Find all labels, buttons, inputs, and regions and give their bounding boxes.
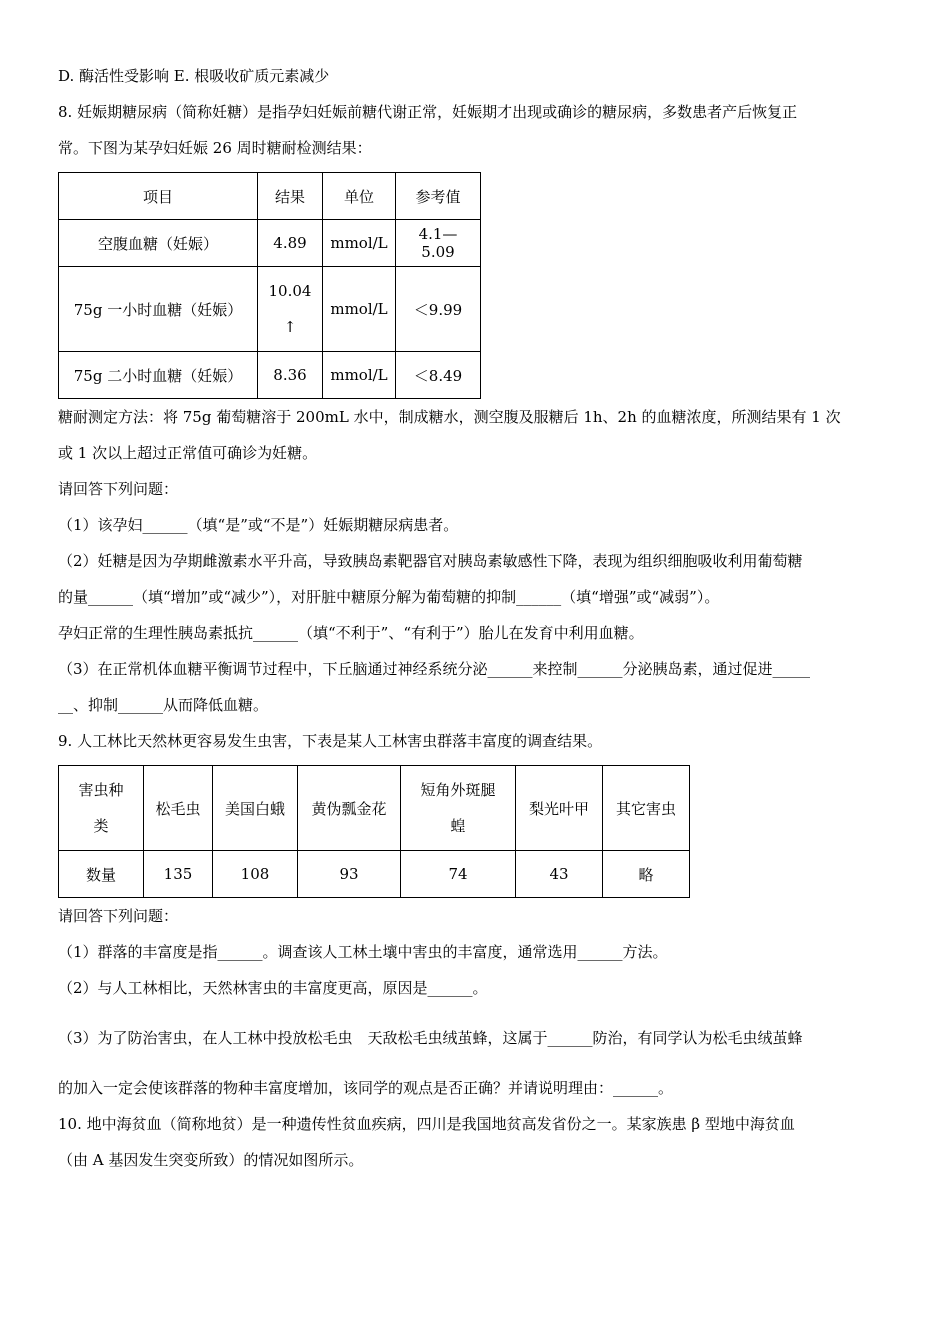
document-page bbox=[58, 58, 890, 1178]
question-8-part-3: （3）在正常机体血糖平衡调节过程中，下丘脑通过神经系统分泌______来控制______分泌胰岛素，通过促进_____ bbox=[58, 660, 811, 678]
header-reference: 参考值 bbox=[396, 173, 481, 220]
table-row bbox=[59, 267, 481, 352]
cell-unit: mmol/L bbox=[323, 352, 396, 399]
question-8-part-2-cont2: 孕妇正常的生理性胰岛素抵抗______（填“不利于”、“有利于”）胎儿在发育中利用血糖。 bbox=[58, 624, 644, 642]
question-9-part-2: （2）与人工林相比，天然林害虫的丰富度更高，原因是______。 bbox=[58, 979, 488, 997]
question-9-stem: 9. 人工林比天然林更容易发生虫害，下表是某人工林害虫群落丰富度的调查结果。 bbox=[58, 732, 603, 750]
species-line2: 蝗 bbox=[450, 817, 466, 835]
header-species: 美国白蛾 bbox=[213, 766, 298, 851]
prompt-line: 请回答下列问题： bbox=[58, 907, 179, 925]
cell-reference: 4.1—5.09 bbox=[396, 220, 481, 267]
table-header-row bbox=[59, 173, 481, 220]
question-9-part-3-cont: 的加入一定会使该群落的物种丰富度增加，该同学的观点是否正确？并请说明理由：______。 bbox=[58, 1079, 674, 1097]
cell-item: 空腹血糖（妊娠） bbox=[59, 220, 258, 267]
header-species bbox=[401, 766, 516, 851]
question-9-part-1: （1）群落的丰富度是指______。调查该人工林土壤中害虫的丰富度，通常选用______方法。 bbox=[58, 943, 668, 961]
cell-count: 108 bbox=[213, 851, 298, 898]
cell-result: 4.89 bbox=[258, 220, 323, 267]
cell-reference: ＜9.99 bbox=[396, 267, 481, 352]
species-line1: 短角外斑腿 bbox=[420, 781, 496, 799]
header-unit: 单位 bbox=[323, 173, 396, 220]
question-9-part-3: （3）为了防治害虫，在人工林中投放松毛虫 天敌松毛虫绒茧蜂，这属于______防治，有同学认为松毛虫绒茧蜂 bbox=[58, 1029, 803, 1047]
cell-count: 略 bbox=[603, 851, 690, 898]
question-8-part-2-cont: 的量______（填“增加”或“减少”），对肝脏中糖原分解为葡萄糖的抑制______（填“增强”或“减弱”）。 bbox=[58, 588, 720, 606]
result-value: 10.04 bbox=[268, 282, 312, 300]
header-species: 其它害虫 bbox=[603, 766, 690, 851]
table-row bbox=[59, 352, 481, 399]
cell-reference: ＜8.49 bbox=[396, 352, 481, 399]
cell-unit: mmol/L bbox=[323, 220, 396, 267]
prompt-line: 请回答下列问题： bbox=[58, 480, 179, 498]
table-row bbox=[59, 851, 690, 898]
cell-count: 93 bbox=[298, 851, 401, 898]
header-label-line1: 害虫种 bbox=[78, 781, 124, 799]
question-10-stem-cont: （由 A 基因发生突变所致）的情况如图所示。 bbox=[58, 1151, 364, 1169]
cell-result bbox=[258, 267, 323, 352]
question-8-part-2: （2）妊糖是因为孕期雌激素水平升高，导致胰岛素靶器官对胰岛素敏感性下降，表现为组织细胞吸收利用葡萄糖 bbox=[58, 552, 803, 570]
header-species-label bbox=[59, 766, 144, 851]
question-8-stem: 8. 妊娠期糖尿病（简称妊糖）是指孕妇妊娠前糖代谢正常，妊娠期才出现或确诊的糖尿病，多数患者产后恢复正 bbox=[58, 103, 798, 121]
question-10-stem: 10. 地中海贫血（简称地贫）是一种遗传性贫血疾病，四川是我国地贫高发省份之一。某家族患 β 型地中海贫血 bbox=[58, 1115, 795, 1133]
pest-richness-table bbox=[58, 765, 690, 898]
count-label: 数量 bbox=[59, 851, 144, 898]
test-method-cont: 或 1 次以上超过正常值可确诊为妊糖。 bbox=[58, 444, 318, 462]
question-8-stem-cont: 常。下图为某孕妇妊娠 26 周时糖耐检测结果： bbox=[58, 139, 372, 157]
table-header-row bbox=[59, 766, 690, 851]
question-8-part-3-cont: __、抑制______从而降低血糖。 bbox=[58, 696, 269, 714]
header-species: 松毛虫 bbox=[144, 766, 213, 851]
cell-count: 135 bbox=[144, 851, 213, 898]
cell-unit: mmol/L bbox=[323, 267, 396, 352]
header-item: 项目 bbox=[59, 173, 258, 220]
cell-item: 75g 一小时血糖（妊娠） bbox=[59, 267, 258, 352]
header-species: 梨光叶甲 bbox=[516, 766, 603, 851]
glucose-tolerance-table bbox=[58, 172, 481, 399]
cell-count: 74 bbox=[401, 851, 516, 898]
test-method: 糖耐测定方法：将 75g 葡萄糖溶于 200mL 水中，制成糖水，测空腹及服糖后 1h、2h 的血糖浓度，所测结果有 1 次 bbox=[58, 408, 841, 426]
table-row bbox=[59, 220, 481, 267]
up-arrow-icon: ↑ bbox=[283, 318, 297, 336]
cell-item: 75g 二小时血糖（妊娠） bbox=[59, 352, 258, 399]
cell-result: 8.36 bbox=[258, 352, 323, 399]
cell-count: 43 bbox=[516, 851, 603, 898]
header-species: 黄伪瓢金花 bbox=[298, 766, 401, 851]
header-label-line2: 类 bbox=[93, 817, 109, 835]
option-line: D. 酶活性受影响 E. 根吸收矿质元素减少 bbox=[58, 67, 330, 85]
question-8-part-1: （1）该孕妇______（填“是”或“不是”）妊娠期糖尿病患者。 bbox=[58, 516, 459, 534]
header-result: 结果 bbox=[258, 173, 323, 220]
